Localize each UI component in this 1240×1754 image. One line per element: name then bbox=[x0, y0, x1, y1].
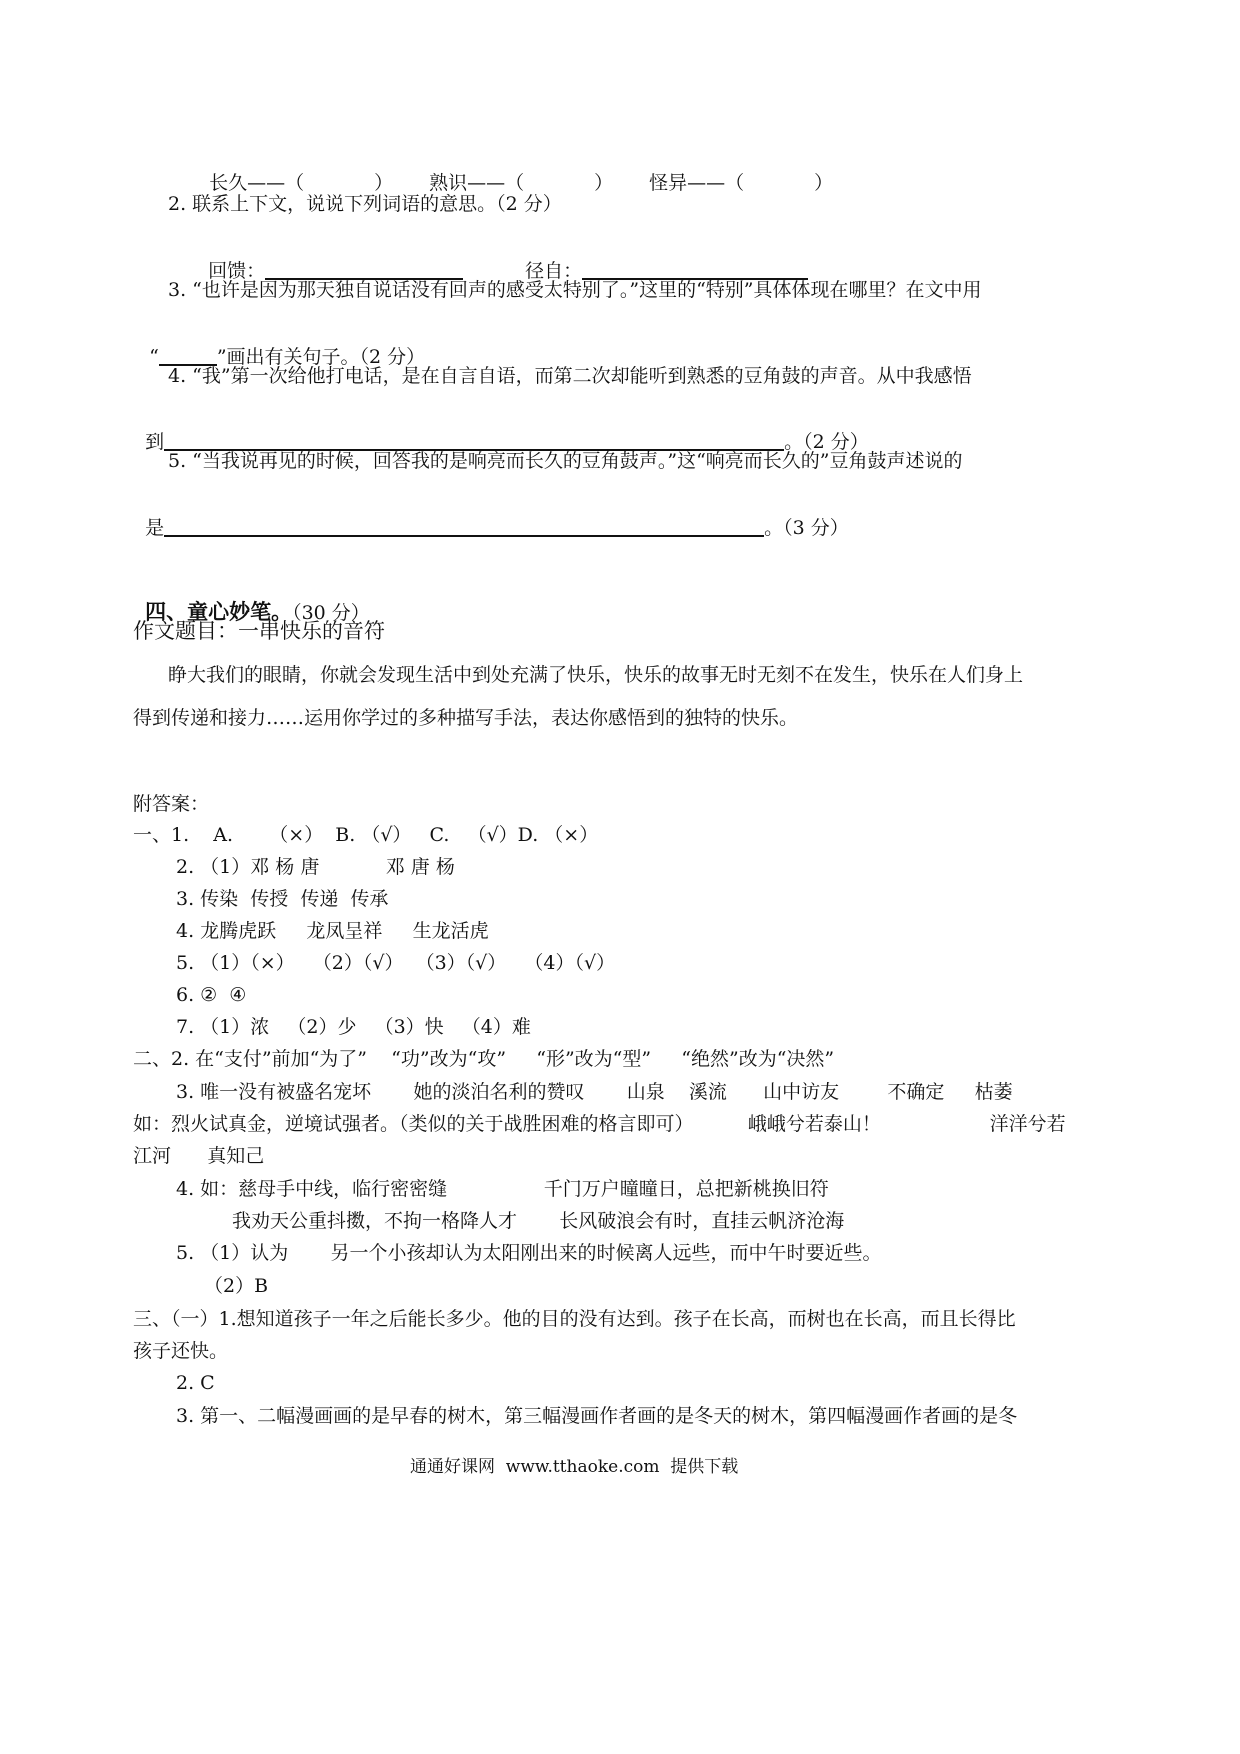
page-footer: 通通好课网 www.tthaoke.com 提供下载 bbox=[410, 1457, 739, 1477]
question-5-lead: 是 bbox=[145, 517, 165, 539]
answer-line: 孩子还快。 bbox=[133, 1340, 229, 1362]
synonym-1-close: ） bbox=[374, 172, 394, 194]
answer-line: 如：烈火试真金，逆境试强者。（类似的关于战胜困难的格言即可） 峨峨兮若泰山！ 洋洋兮若 bbox=[133, 1113, 1066, 1135]
question-4-answer bbox=[133, 406, 869, 454]
question-4-score: 。（2 分） bbox=[784, 431, 869, 453]
answer-line: 一、1. A. （×） B. （√） C. （√）D. （×） bbox=[133, 824, 599, 846]
blank-q5[interactable] bbox=[164, 535, 764, 537]
question-2-fields bbox=[196, 235, 808, 283]
answer-line: 7. （1）浓 （2）少 （3）快 （4）难 bbox=[176, 1016, 531, 1038]
question-3-cont bbox=[137, 321, 425, 369]
composition-para-2: 得到传递和接力……运用你学过的多种描写手法，表达你感悟到的独特的快乐。 bbox=[133, 707, 799, 729]
answer-line: 5. （1）认为 另一个小孩却认为太阳刚出来的时候离人远些，而中午时要近些。 bbox=[176, 1242, 882, 1264]
question-5-answer bbox=[133, 492, 849, 540]
answer-line: 3. 唯一没有被盛名宠坏 她的淡泊名利的赞叹 山泉 溪流 山中访友 不确定 枯萎 bbox=[176, 1081, 1013, 1103]
label-jingzi: 径自： bbox=[525, 260, 583, 282]
synonym-row bbox=[197, 147, 833, 195]
synonym-2: 熟识——（ bbox=[429, 172, 525, 194]
composition-topic: 作文题目：一串快乐的音符 bbox=[133, 619, 385, 643]
answer-line: 2. C bbox=[176, 1372, 215, 1394]
question-5-score: 。（3 分） bbox=[764, 517, 849, 539]
question-2: 2. 联系上下文，说说下列词语的意思。（2 分） bbox=[168, 193, 562, 215]
question-3-tail: ”画出有关句子。（2 分） bbox=[216, 346, 426, 368]
composition-para-1: 睁大我们的眼睛，你就会发现生活中到处充满了快乐，快乐的故事无时无刻不在发生，快乐在人们身上 bbox=[168, 664, 1024, 686]
answer-line: 4. 龙腾虎跃 龙凤呈祥 生龙活虎 bbox=[176, 920, 489, 942]
synonym-3: 怪异——（ bbox=[649, 172, 745, 194]
open-quote: “ bbox=[149, 346, 159, 368]
answer-line: 三、（一）1.想知道孩子一年之后能长多少。他的目的没有达到。孩子在长高，而树也在长高，而且长得比 bbox=[133, 1308, 1016, 1330]
answer-line: 二、2. 在“支付”前加“为了” “功”改为“攻” “形”改为“型” “绝然”改为“决然” bbox=[133, 1048, 835, 1070]
answer-line: 3. 传染 传授 传递 传承 bbox=[176, 888, 389, 910]
synonym-1: 长久——（ bbox=[209, 172, 305, 194]
question-4: 4. “我”第一次给他打电话，是在自言自语，而第二次却能听到熟悉的豆角鼓的声音。从中我感悟 bbox=[168, 365, 972, 387]
answer-line: （2）B bbox=[204, 1275, 269, 1297]
section-4-score: （30 分） bbox=[292, 602, 370, 624]
question-3: 3. “也许是因为那天独自说话没有回声的感受太特别了。”这里的“特别”具体体现在哪里？在文中用 bbox=[168, 279, 982, 301]
answer-line: 江河 真知己 bbox=[133, 1145, 265, 1167]
question-4-lead: 到 bbox=[145, 431, 165, 453]
answer-line: 我劝天公重抖擞，不拘一格降人才 长风破浪会有时，直挂云帆济沧海 bbox=[232, 1210, 845, 1232]
answer-line: 5. （1）（×） （2）（√） （3）（√） （4）（√） bbox=[176, 952, 616, 974]
answers-title: 附答案： bbox=[133, 793, 210, 815]
question-5: 5. “当我说再见的时候，回答我的是响亮而长久的豆角鼓声。”这“响亮而长久的”豆角鼓声述说的 bbox=[168, 450, 963, 472]
section-4-heading bbox=[133, 576, 370, 625]
section-4-title: 四、童心妙笔。 bbox=[145, 599, 293, 624]
answer-line: 4. 如：慈母手中线，临行密密缝 千门万户曈曈日，总把新桃换旧符 bbox=[176, 1178, 829, 1200]
synonym-3-close: ） bbox=[814, 172, 834, 194]
answer-line: 6. ② ④ bbox=[176, 984, 247, 1006]
synonym-2-close: ） bbox=[594, 172, 614, 194]
answer-line: 3. 第一、二幅漫画画的是早春的树木，第三幅漫画作者画的是冬天的树木，第四幅漫画作者画的是冬 bbox=[176, 1405, 1018, 1427]
label-huikui: 回馈： bbox=[208, 260, 266, 282]
answer-line: 2. （1）邓 杨 唐 邓 唐 杨 bbox=[176, 856, 455, 878]
